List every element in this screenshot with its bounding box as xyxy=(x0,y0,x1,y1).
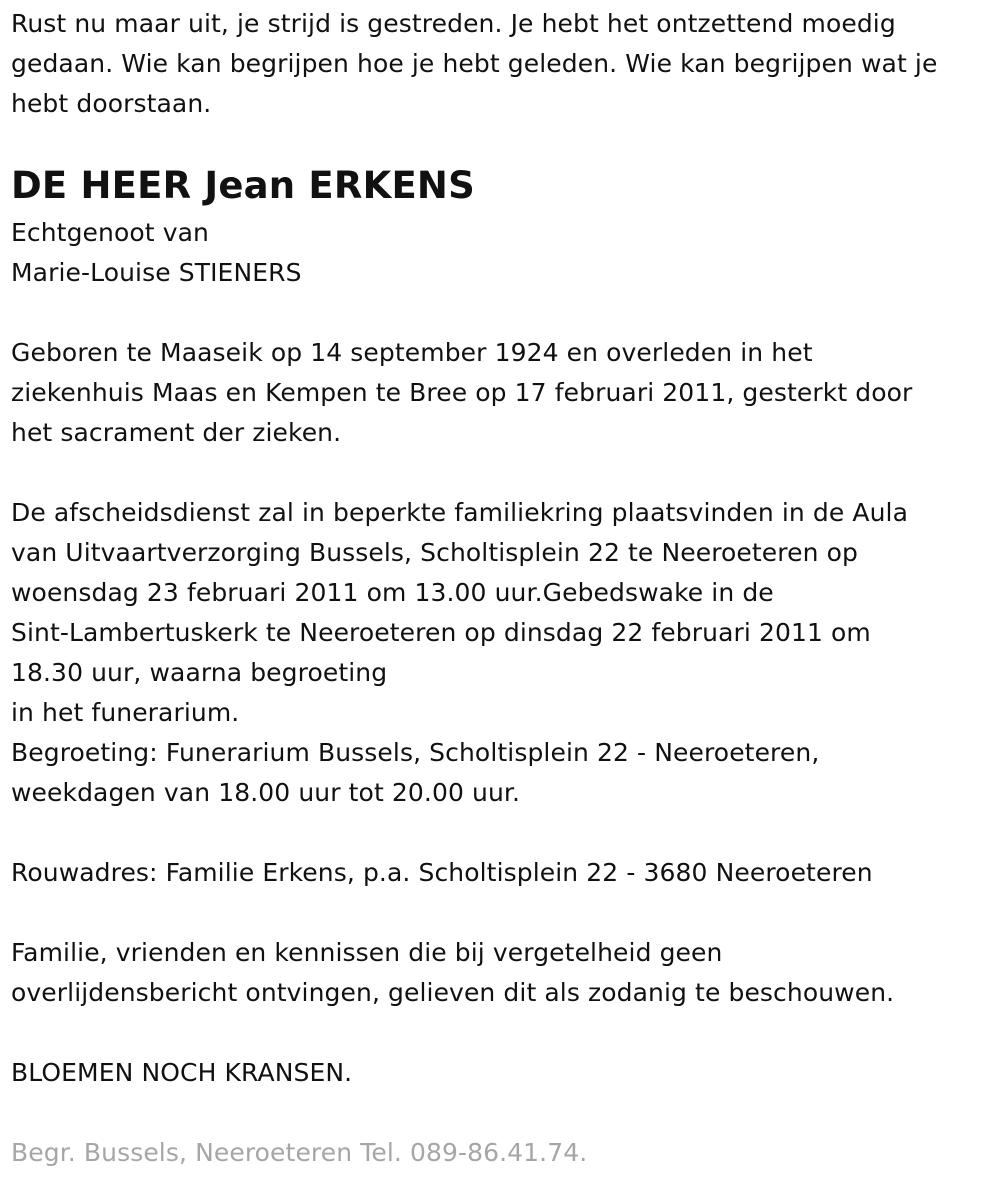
service-line: weekdagen van 18.00 uur tot 20.00 uur. xyxy=(11,778,521,807)
spouse-line: Marie-Louise STIENERS xyxy=(11,258,302,287)
flowers-note: BLOEMEN NOCH KRANSEN. xyxy=(11,1058,353,1087)
notice-line: overlijdensbericht ontvingen, gelieven dit als zodanig te beschouwen. xyxy=(11,978,895,1007)
spouse-info xyxy=(11,213,302,293)
spouse-line: Echtgenoot van xyxy=(11,218,209,247)
poem xyxy=(11,4,937,124)
notice-line: Familie, vrienden en kennissen die bij vergetelheid geen xyxy=(11,938,723,967)
poem-line: gedaan. Wie kan begrijpen hoe je hebt geleden. Wie kan begrijpen wat je xyxy=(11,49,938,78)
poem-line: Rust nu maar uit, je strijd is gestreden. Je hebt het ontzettend moedig xyxy=(11,9,896,38)
service-line: van Uitvaartverzorging Bussels, Scholtisplein 22 te Neeroeteren op xyxy=(11,538,858,567)
service-info xyxy=(11,493,908,813)
service-line: De afscheidsdienst zal in beperkte familiekring plaatsvinden in de Aula xyxy=(11,498,909,527)
birth-death-line: ziekenhuis Maas en Kempen te Bree op 17 februari 2011, gesterkt door xyxy=(11,378,913,407)
service-line: Sint-Lambertuskerk te Neeroeteren op dinsdag 22 februari 2011 om xyxy=(11,618,871,647)
funeral-home-footer: Begr. Bussels, Neeroeteren Tel. 089-86.41.74. xyxy=(11,1138,588,1167)
service-line: woensdag 23 februari 2011 om 13.00 uur.Gebedswake in de xyxy=(11,578,774,607)
notice xyxy=(11,933,894,1013)
poem-line: hebt doorstaan. xyxy=(11,89,212,118)
service-line: 18.30 uur, waarna begroeting xyxy=(11,658,388,687)
mourning-address: Rouwadres: Familie Erkens, p.a. Scholtisplein 22 - 3680 Neeroeteren xyxy=(11,858,873,887)
birth-death-info xyxy=(11,333,912,453)
service-line: Begroeting: Funerarium Bussels, Scholtisplein 22 - Neeroeteren, xyxy=(11,738,820,767)
birth-death-line: het sacrament der zieken. xyxy=(11,418,342,447)
birth-death-line: Geboren te Maaseik op 14 september 1924 en overleden in het xyxy=(11,338,813,367)
deceased-name: DE HEER Jean ERKENS xyxy=(11,164,475,207)
service-line: in het funerarium. xyxy=(11,698,240,727)
